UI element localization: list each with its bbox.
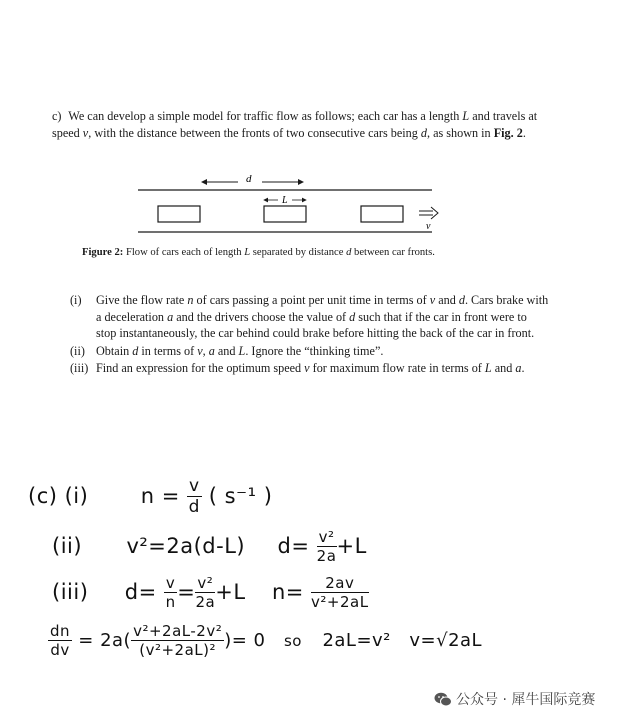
answer-label: (c) (i) — [28, 484, 89, 508]
figure-caption — [82, 247, 435, 258]
so-word: so — [283, 632, 302, 650]
question-iii — [70, 360, 550, 377]
question-text: such that if the car in front were to stop instantaneously, the car behind could brake before hitting the back of the car in front. — [96, 309, 535, 340]
equation-lhs: n= — [271, 580, 304, 604]
denominator: 2a — [316, 547, 337, 565]
numerator: v²+2aL-2v² — [133, 622, 223, 640]
handwritten-line-1 — [28, 478, 272, 516]
result-speed: v=√2aL — [409, 630, 483, 651]
question-text: in terms of — [141, 343, 195, 358]
problem-statement — [52, 108, 552, 142]
label-v: v — [426, 221, 431, 232]
numerator: v² — [197, 574, 214, 592]
denominator: 2a — [195, 593, 216, 611]
symbol-a: a — [208, 343, 215, 358]
equation-lhs: d= — [124, 580, 157, 604]
car — [158, 206, 200, 222]
intro-text: , as shown in — [427, 126, 491, 140]
numerator: 2av — [311, 576, 369, 593]
symbol-d: d — [349, 309, 356, 324]
sub-questions — [70, 292, 550, 378]
fraction — [195, 576, 215, 610]
velocity-arrow — [419, 207, 438, 219]
intro-text: and travels at speed — [52, 109, 538, 140]
handwritten-line-2 — [52, 530, 367, 564]
question-text: . — [521, 361, 525, 375]
fraction — [311, 576, 369, 610]
figure-reference: Fig. 2 — [493, 126, 523, 140]
symbol-v: v — [429, 293, 436, 307]
question-number: (ii) — [70, 343, 85, 358]
fraction — [164, 576, 177, 610]
symbol-v: v — [304, 361, 310, 375]
symbol-L: L — [462, 109, 470, 123]
intro-text: , with the distance between the fronts of two consecutive cars being — [88, 126, 418, 140]
question-text: and the drivers choose the value of — [176, 309, 347, 324]
symbol-L: L — [244, 247, 251, 258]
symbol-a: a — [167, 309, 174, 324]
equation-close: )= 0 — [224, 630, 266, 651]
symbol-v: v — [197, 343, 203, 358]
question-text: and — [217, 343, 236, 358]
derivative — [48, 624, 72, 658]
fraction — [317, 530, 337, 564]
equation-tail: +L — [336, 534, 367, 558]
fraction — [187, 478, 202, 516]
traffic-figure — [130, 172, 440, 242]
caption-text: between car fronts. — [354, 247, 435, 258]
symbol-d: d — [458, 293, 465, 307]
denominator: n — [165, 593, 176, 611]
equation: v²=2a(d-L) — [126, 534, 246, 558]
wechat-icon — [434, 692, 452, 707]
result-equation: 2aL=v² — [322, 630, 391, 651]
caption-text: separated by distance — [252, 247, 344, 258]
question-text: Find an expression for the optimum speed — [96, 361, 302, 375]
numerator: v² — [318, 528, 335, 546]
question-text: Give the flow rate — [96, 293, 185, 307]
watermark-text: 公众号 · 犀牛国际竞赛 — [456, 692, 596, 708]
symbol-n: n — [187, 293, 194, 307]
denominator: v²+2aL — [311, 593, 369, 611]
symbol-v: v — [82, 126, 89, 140]
numerator: v — [165, 574, 176, 592]
car — [361, 206, 403, 222]
equation-lhs: n = — [140, 484, 180, 508]
equals: = — [177, 580, 196, 604]
denominator: d — [188, 497, 200, 517]
question-i — [70, 292, 550, 342]
question-text: , — [202, 343, 206, 358]
denominator: dv — [50, 641, 70, 659]
intro-text: We can develop a simple model for traffic flow as follows; each car has a length — [68, 109, 460, 123]
numerator: v — [188, 476, 200, 496]
symbol-d: d — [346, 247, 352, 258]
label-d: d — [246, 173, 252, 185]
unit: ( s⁻¹ ) — [208, 484, 273, 508]
symbol-L: L — [238, 343, 246, 358]
question-text: of cars passing a point per unit time in terms of — [196, 293, 427, 307]
question-text: for maximum flow rate in terms of — [312, 361, 482, 375]
handwritten-line-4 — [48, 624, 482, 658]
question-ii — [70, 343, 550, 360]
equation-tail: +L — [215, 580, 246, 604]
question-number: (i) — [70, 293, 82, 307]
question-text: and — [438, 293, 456, 307]
label-L: L — [282, 195, 288, 206]
equation-lhs: d= — [277, 534, 310, 558]
part-label: c) — [52, 109, 62, 123]
caption-label: Figure 2: — [82, 247, 124, 258]
question-text: Obtain — [96, 343, 130, 358]
numerator: dn — [50, 622, 71, 640]
denominator: (v²+2aL)² — [139, 641, 217, 659]
symbol-d: d — [420, 126, 427, 140]
equation-mid: = 2a( — [78, 630, 132, 651]
answer-label: (ii) — [52, 534, 83, 558]
caption-text: Flow of cars each of length — [125, 247, 242, 258]
watermark — [434, 689, 595, 709]
question-text: and — [494, 361, 513, 375]
symbol-d: d — [132, 343, 139, 358]
symbol-L: L — [484, 361, 492, 375]
handwritten-line-3 — [52, 576, 369, 610]
question-text: . Cars brake with a deceleration — [96, 293, 549, 324]
question-text: . Ignore the “thinking time”. — [245, 343, 384, 358]
intro-text: . — [522, 126, 526, 140]
question-number: (iii) — [70, 361, 89, 375]
fraction — [131, 624, 224, 658]
answer-label: (iii) — [52, 580, 89, 604]
symbol-a: a — [515, 361, 522, 375]
car — [264, 206, 306, 222]
